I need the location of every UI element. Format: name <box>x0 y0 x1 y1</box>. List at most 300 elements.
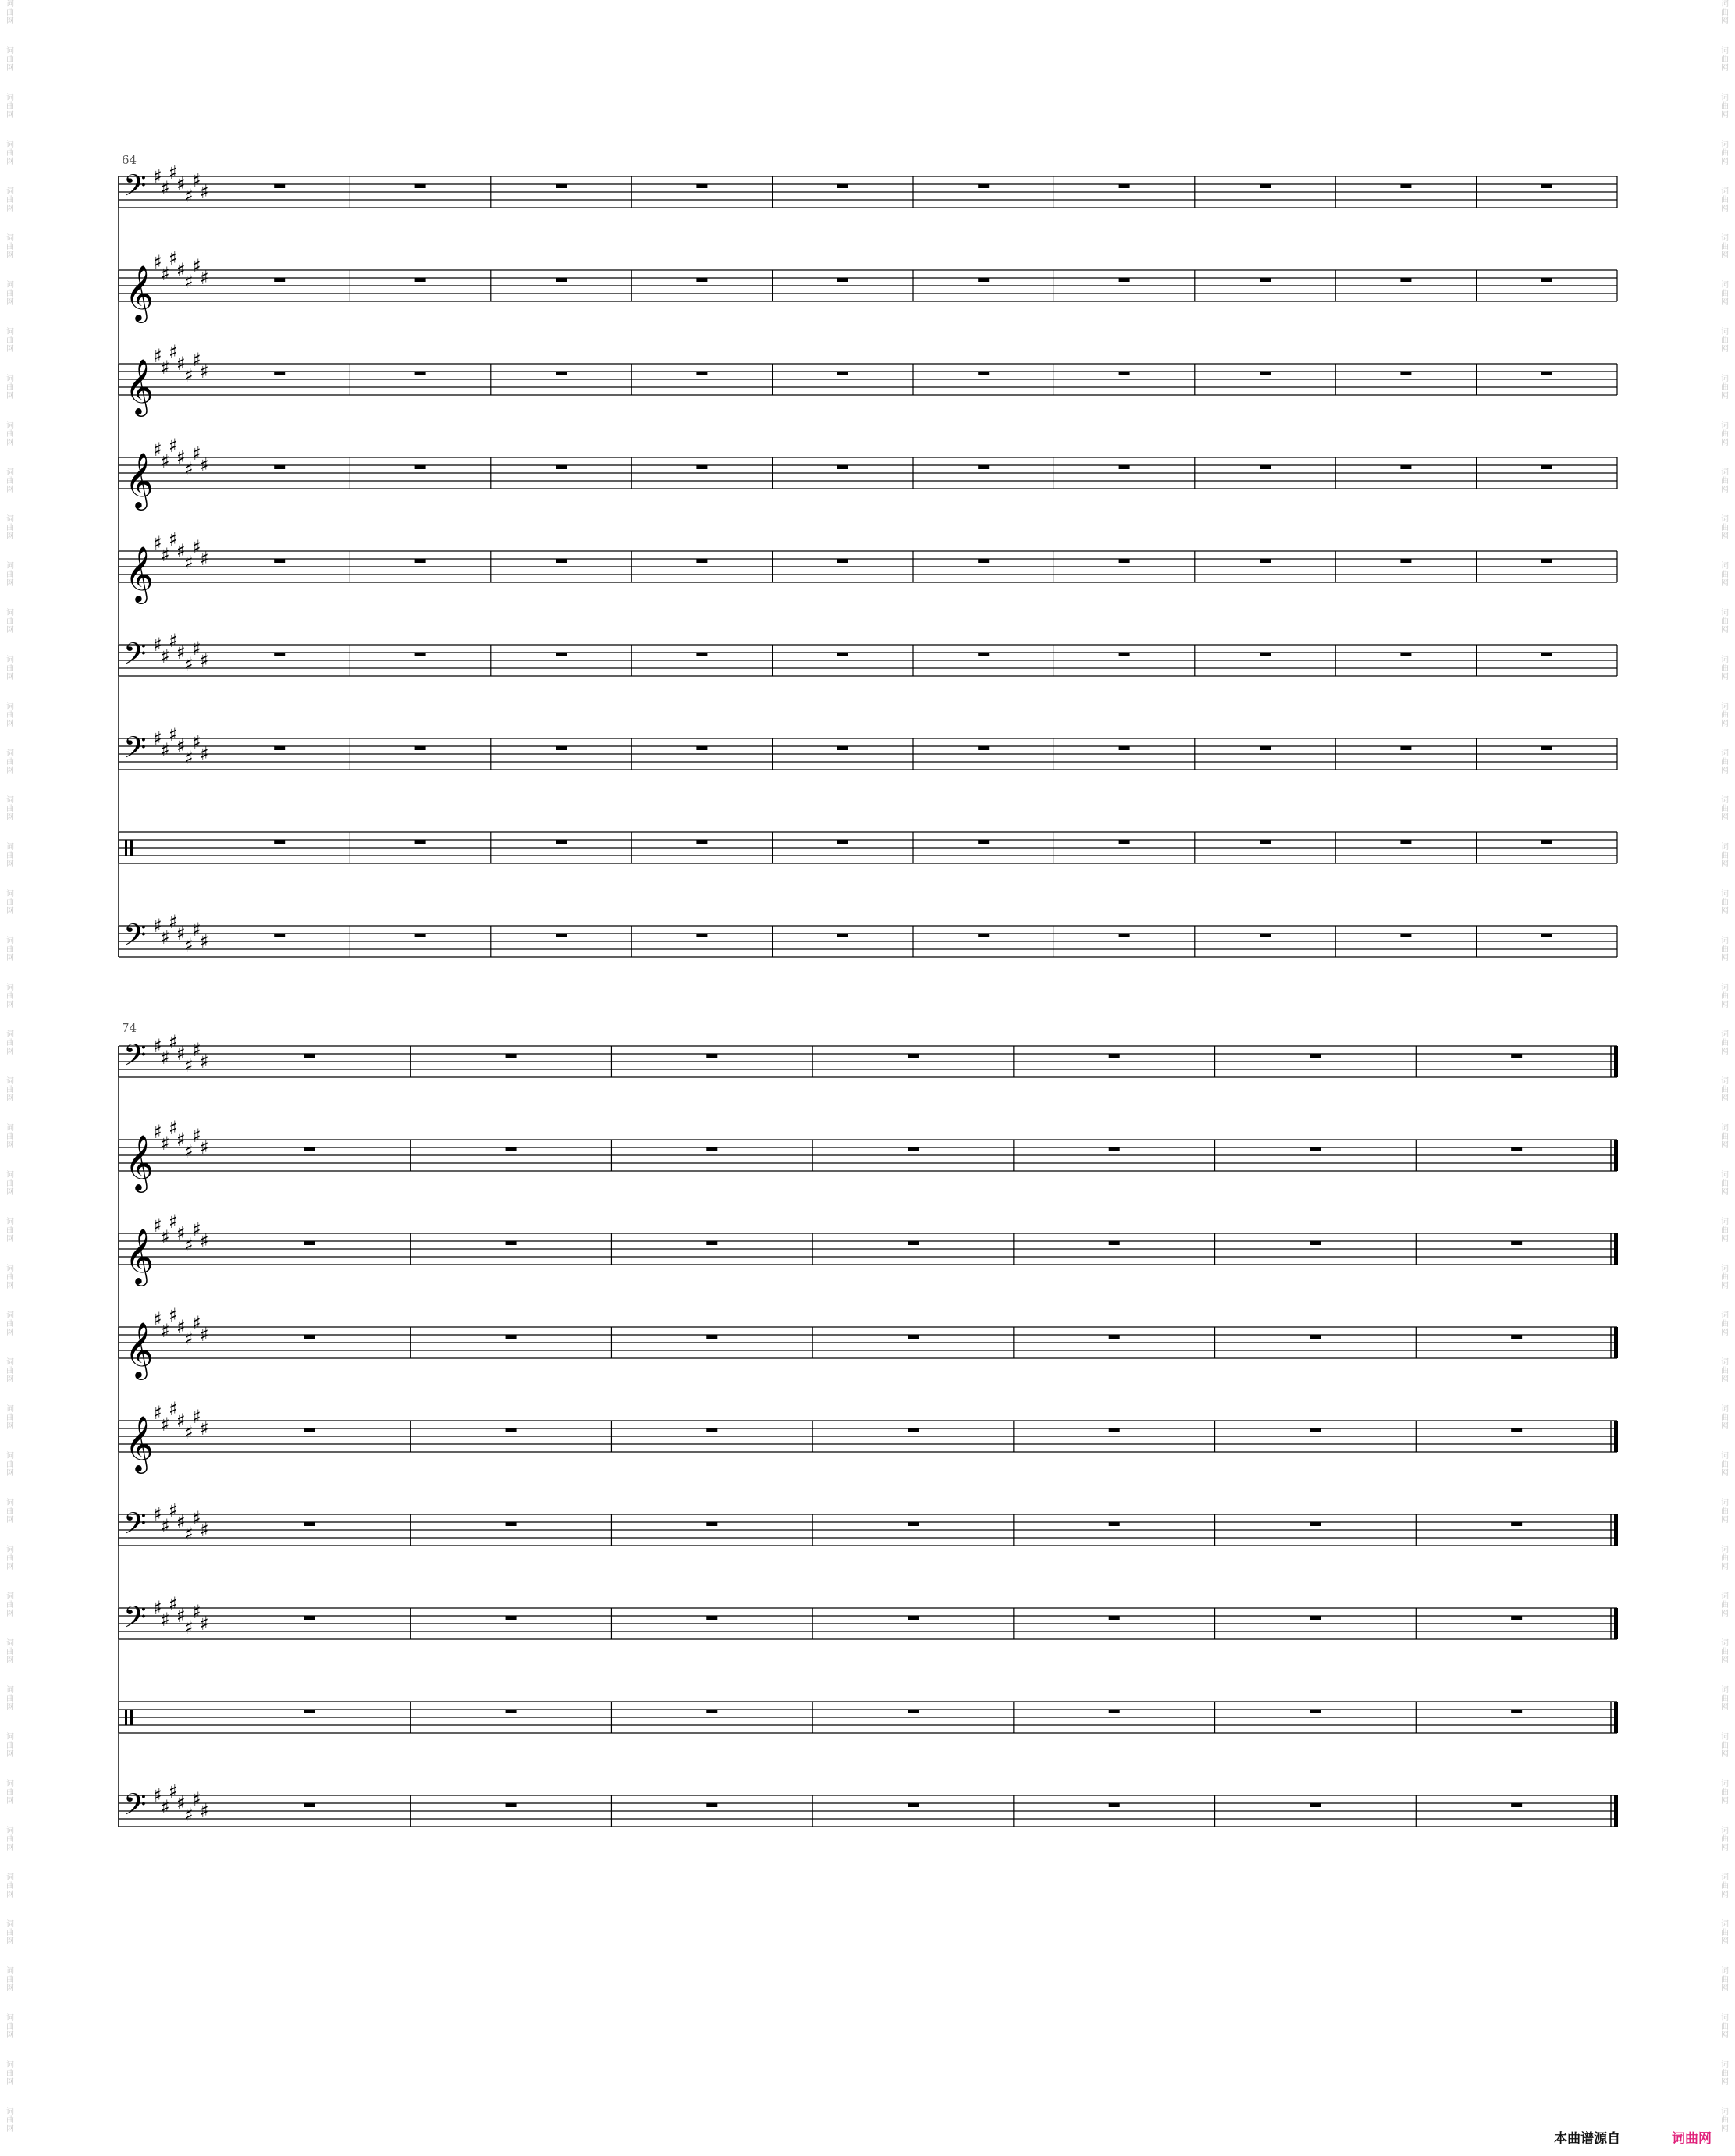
percussion-clef <box>125 840 127 856</box>
whole-rest <box>1119 372 1130 375</box>
whole-rest <box>506 1710 517 1713</box>
whole-rest <box>415 746 426 750</box>
sharp-accidental: ♯ <box>169 1117 178 1139</box>
sharp-accidental: ♯ <box>161 450 170 472</box>
sharp-accidental: ♯ <box>192 1125 201 1147</box>
whole-rest <box>1310 1335 1321 1339</box>
watermark-text: 词 曲 网 <box>6 937 14 962</box>
watermark-text: 词 曲 网 <box>1721 1592 1729 1618</box>
sharp-accidental: ♯ <box>153 165 162 187</box>
whole-rest <box>706 1241 717 1245</box>
watermark-text: 词 曲 网 <box>6 796 14 822</box>
whole-rest <box>706 1335 717 1339</box>
sharp-accidental: ♯ <box>192 536 201 558</box>
watermark-text: 词 曲 网 <box>6 890 14 916</box>
watermark-text: 词 曲 网 <box>6 2108 14 2133</box>
whole-rest <box>274 278 285 282</box>
whole-rest <box>274 746 285 750</box>
whole-rest <box>1541 184 1552 188</box>
whole-rest <box>1109 1616 1120 1620</box>
whole-rest <box>1310 1241 1321 1245</box>
whole-rest <box>978 184 989 188</box>
watermark-text: 词 曲 网 <box>1721 609 1729 635</box>
whole-rest <box>908 1428 919 1432</box>
whole-rest <box>274 559 285 563</box>
whole-rest <box>1310 1616 1321 1620</box>
whole-rest <box>304 1803 315 1807</box>
watermark-text: 词 曲 网 <box>6 2014 14 2040</box>
watermark-text: 词 曲 网 <box>6 1967 14 1993</box>
whole-rest <box>1310 1428 1321 1432</box>
sharp-accidental: ♯ <box>176 446 186 468</box>
whole-rest <box>978 465 989 469</box>
sharp-accidental: ♯ <box>153 1503 162 1525</box>
watermark-text: 词 曲 网 <box>1721 1920 1729 1946</box>
whole-rest <box>506 1147 517 1151</box>
whole-rest <box>304 1241 315 1245</box>
sharp-accidental: ♯ <box>184 934 194 956</box>
watermark-text: 词 曲 网 <box>1721 328 1729 354</box>
watermark-text: 词 曲 网 <box>6 94 14 119</box>
whole-rest <box>304 1616 315 1620</box>
whole-rest <box>556 278 567 282</box>
watermark-text: 词 曲 网 <box>6 984 14 1009</box>
final-barline <box>1614 1608 1618 1639</box>
watermark-text: 词 曲 网 <box>1721 1265 1729 1290</box>
whole-rest <box>1119 934 1130 937</box>
sharp-accidental: ♯ <box>161 1133 170 1154</box>
whole-rest <box>1260 746 1271 750</box>
whole-rest <box>1260 653 1271 656</box>
whole-rest <box>415 184 426 188</box>
whole-rest <box>706 1147 717 1151</box>
watermark-text: 词 曲 网 <box>1721 141 1729 166</box>
whole-rest <box>506 1241 517 1245</box>
watermark-text: 词 曲 网 <box>6 468 14 494</box>
watermark-text: 词 曲 网 <box>1721 1873 1729 1899</box>
whole-rest <box>1260 465 1271 469</box>
sharp-accidental: ♯ <box>169 162 178 183</box>
sharp-accidental: ♯ <box>161 1796 170 1818</box>
sharp-accidental: ♯ <box>153 1784 162 1806</box>
watermark-text: 词 曲 网 <box>6 1499 14 1524</box>
sharp-accidental: ♯ <box>161 357 170 379</box>
watermark-text: 词 曲 网 <box>6 609 14 635</box>
whole-rest <box>1541 746 1552 750</box>
whole-rest <box>696 746 707 750</box>
watermark-text: 词 曲 网 <box>1721 94 1729 119</box>
sharp-accidental: ♯ <box>184 185 194 207</box>
watermark-text: 词 曲 网 <box>1721 1967 1729 1993</box>
watermark-text: 词 曲 网 <box>6 1124 14 1150</box>
whole-rest <box>1541 934 1552 937</box>
watermark-text: 词 曲 网 <box>1721 562 1729 588</box>
whole-rest <box>837 465 848 469</box>
watermark-text: 词 曲 网 <box>1721 703 1729 728</box>
whole-rest <box>908 1147 919 1151</box>
watermark-text: 词 曲 网 <box>6 2061 14 2087</box>
whole-rest <box>506 1054 517 1058</box>
sharp-accidental: ♯ <box>176 1129 186 1151</box>
sharp-accidental: ♯ <box>161 1414 170 1436</box>
sharp-accidental: ♯ <box>192 638 201 660</box>
sharp-accidental: ♯ <box>161 544 170 566</box>
sharp-accidental: ♯ <box>176 735 186 757</box>
whole-rest <box>1511 1710 1522 1713</box>
watermark-text: 词 曲 网 <box>6 1639 14 1665</box>
watermark-text: 词 曲 网 <box>1721 984 1729 1009</box>
percussion-clef <box>125 1710 127 1725</box>
sharp-accidental: ♯ <box>200 1613 209 1635</box>
whole-rest <box>415 934 426 937</box>
whole-rest <box>1109 1147 1120 1151</box>
sharp-accidental: ♯ <box>184 552 194 574</box>
sharp-accidental: ♯ <box>153 345 162 367</box>
sharp-accidental: ♯ <box>153 439 162 461</box>
watermark-text: 词 曲 网 <box>6 328 14 354</box>
watermark-text: 词 曲 网 <box>6 1405 14 1431</box>
whole-rest <box>837 840 848 844</box>
whole-rest <box>1119 278 1130 282</box>
whole-rest <box>696 465 707 469</box>
treble-clef: 𝄞 <box>125 1227 154 1284</box>
treble-clef: 𝄞 <box>125 1133 154 1190</box>
watermark-text: 词 曲 网 <box>1721 1733 1729 1759</box>
whole-rest <box>706 1428 717 1432</box>
watermark-text: 词 曲 网 <box>1721 468 1729 494</box>
whole-rest <box>908 1522 919 1526</box>
whole-rest <box>1511 1803 1522 1807</box>
sharp-accidental: ♯ <box>200 1137 209 1158</box>
whole-rest <box>837 934 848 937</box>
watermark-text: 词 曲 网 <box>1721 1452 1729 1478</box>
sharp-accidental: ♯ <box>169 1304 178 1326</box>
sharp-accidental: ♯ <box>184 1804 194 1826</box>
watermark-text: 词 曲 网 <box>6 703 14 728</box>
watermark-text: 词 曲 网 <box>6 1171 14 1197</box>
sharp-accidental: ♯ <box>184 1421 194 1443</box>
whole-rest <box>1511 1428 1522 1432</box>
sharp-accidental: ♯ <box>169 435 178 457</box>
sharp-accidental: ♯ <box>169 1211 178 1233</box>
watermark-text: 词 曲 网 <box>6 1311 14 1337</box>
sharp-accidental: ♯ <box>153 1308 162 1330</box>
sharp-accidental: ♯ <box>192 1219 201 1240</box>
footer-source-label: 本曲谱源自 <box>1554 2131 1621 2147</box>
watermark-text: 词 曲 网 <box>1721 187 1729 213</box>
final-barline <box>1614 1795 1618 1827</box>
sharp-accidental: ♯ <box>153 1035 162 1057</box>
whole-rest <box>1400 465 1411 469</box>
sharp-accidental: ♯ <box>192 349 201 371</box>
sharp-accidental: ♯ <box>184 1523 194 1545</box>
sharp-accidental: ♯ <box>184 747 194 769</box>
watermark-text: 词 曲 网 <box>6 843 14 869</box>
final-barline <box>1614 1046 1618 1077</box>
sharp-accidental: ♯ <box>161 1515 170 1537</box>
watermark-text: 词 曲 网 <box>1721 796 1729 822</box>
watermark-text: 词 曲 网 <box>1721 937 1729 962</box>
sharp-accidental: ♯ <box>200 181 209 203</box>
sharp-accidental: ♯ <box>169 247 178 269</box>
bass-clef: 𝄢 <box>123 730 147 772</box>
whole-rest <box>415 653 426 656</box>
whole-rest <box>978 372 989 375</box>
watermark-text: 词 曲 网 <box>6 47 14 73</box>
watermark-text: 词 曲 网 <box>1721 2061 1729 2087</box>
watermark-text: 词 曲 网 <box>6 515 14 541</box>
percussion-clef <box>130 840 133 856</box>
whole-rest <box>556 184 567 188</box>
sharp-accidental: ♯ <box>169 1500 178 1521</box>
sharp-accidental: ♯ <box>192 1312 201 1334</box>
sharp-accidental: ♯ <box>200 649 209 671</box>
sharp-accidental: ♯ <box>169 341 178 363</box>
whole-rest <box>1400 746 1411 750</box>
sharp-accidental: ♯ <box>200 1324 209 1346</box>
whole-rest <box>1400 372 1411 375</box>
watermark-text: 词 曲 网 <box>6 1546 14 1571</box>
whole-rest <box>304 1054 315 1058</box>
watermark-text: 词 曲 网 <box>6 0 14 26</box>
sharp-accidental: ♯ <box>200 1800 209 1822</box>
sharp-accidental: ♯ <box>192 255 201 277</box>
whole-rest <box>415 840 426 844</box>
sharp-accidental: ♯ <box>153 1402 162 1424</box>
watermark-text: 词 曲 网 <box>1721 1311 1729 1337</box>
sharp-accidental: ♯ <box>176 353 186 375</box>
whole-rest <box>1400 934 1411 937</box>
sharp-accidental: ♯ <box>184 1140 194 1162</box>
whole-rest <box>1109 1522 1120 1526</box>
sharp-accidental: ♯ <box>200 267 209 289</box>
sharp-accidental: ♯ <box>153 1121 162 1143</box>
sharp-accidental: ♯ <box>184 458 194 480</box>
whole-rest <box>304 1428 315 1432</box>
treble-clef: 𝄞 <box>125 264 154 321</box>
whole-rest <box>908 1710 919 1713</box>
whole-rest <box>556 372 567 375</box>
watermark-text: 词 曲 网 <box>6 1218 14 1243</box>
measure-number-system-2: 74 <box>122 1021 137 1035</box>
sharp-accidental: ♯ <box>153 1597 162 1619</box>
whole-rest <box>908 1335 919 1339</box>
whole-rest <box>696 559 707 563</box>
whole-rest <box>1511 1522 1522 1526</box>
final-barline <box>1614 1702 1618 1733</box>
final-barline <box>1614 1421 1618 1452</box>
bass-clef: 𝄢 <box>123 1787 147 1829</box>
whole-rest <box>415 465 426 469</box>
sharp-accidental: ♯ <box>161 177 170 199</box>
sharp-accidental: ♯ <box>200 1051 209 1073</box>
watermark-text: 词 曲 网 <box>1721 1405 1729 1431</box>
sharp-accidental: ♯ <box>200 361 209 382</box>
whole-rest <box>706 1522 717 1526</box>
watermark-text: 词 曲 网 <box>1721 843 1729 869</box>
whole-rest <box>506 1803 517 1807</box>
watermark-text: 词 曲 网 <box>1721 2108 1729 2133</box>
bass-clef: 𝄢 <box>123 1506 147 1548</box>
sharp-accidental: ♯ <box>161 1226 170 1248</box>
sharp-accidental: ♯ <box>176 642 186 664</box>
watermark-text: 词 曲 网 <box>6 1358 14 1384</box>
sharp-accidental: ♯ <box>176 1316 186 1338</box>
whole-rest <box>978 559 989 563</box>
whole-rest <box>304 1147 315 1151</box>
whole-rest <box>908 1616 919 1620</box>
sharp-accidental: ♯ <box>176 1605 186 1627</box>
treble-clef: 𝄞 <box>125 451 154 508</box>
whole-rest <box>837 184 848 188</box>
whole-rest <box>1511 1241 1522 1245</box>
whole-rest <box>696 278 707 282</box>
whole-rest <box>1400 184 1411 188</box>
sharp-accidental: ♯ <box>169 630 178 652</box>
whole-rest <box>1511 1335 1522 1339</box>
watermark-text: 词 曲 网 <box>1721 890 1729 916</box>
watermark-text: 词 曲 网 <box>6 749 14 775</box>
whole-rest <box>304 1522 315 1526</box>
sharp-accidental: ♯ <box>153 251 162 273</box>
whole-rest <box>1541 465 1552 469</box>
whole-rest <box>556 934 567 937</box>
watermark-text: 词 曲 网 <box>1721 422 1729 447</box>
whole-rest <box>696 372 707 375</box>
bass-clef: 𝄢 <box>123 1037 147 1080</box>
whole-rest <box>837 746 848 750</box>
sharp-accidental: ♯ <box>184 271 194 293</box>
watermark-text: 词 曲 网 <box>6 1077 14 1103</box>
sharp-accidental: ♯ <box>169 911 178 933</box>
watermark-text: 词 曲 网 <box>1721 1171 1729 1197</box>
sharp-accidental: ♯ <box>153 915 162 937</box>
sharp-accidental: ♯ <box>192 1406 201 1428</box>
whole-rest <box>978 653 989 656</box>
whole-rest <box>1400 653 1411 656</box>
whole-rest <box>1541 653 1552 656</box>
sharp-accidental: ♯ <box>176 259 186 281</box>
sharp-accidental: ♯ <box>176 173 186 195</box>
whole-rest <box>1260 372 1271 375</box>
whole-rest <box>908 1241 919 1245</box>
watermark-text: 词 曲 网 <box>6 1030 14 1056</box>
sharp-accidental: ♯ <box>176 1222 186 1244</box>
whole-rest <box>1260 278 1271 282</box>
whole-rest <box>1109 1428 1120 1432</box>
sharp-accidental: ♯ <box>176 1043 186 1065</box>
watermark-text: 词 曲 网 <box>6 1592 14 1618</box>
sharp-accidental: ♯ <box>200 454 209 476</box>
sharp-accidental: ♯ <box>169 1031 178 1053</box>
whole-rest <box>1541 840 1552 844</box>
whole-rest <box>696 934 707 937</box>
sharp-accidental: ♯ <box>192 919 201 941</box>
watermark-text: 词 曲 网 <box>6 1265 14 1290</box>
whole-rest <box>1119 840 1130 844</box>
whole-rest <box>706 1710 717 1713</box>
sharp-accidental: ♯ <box>176 540 186 562</box>
watermark-text: 词 曲 网 <box>6 656 14 681</box>
whole-rest <box>1109 1054 1120 1058</box>
sharp-accidental: ♯ <box>169 528 178 550</box>
percussion-clef <box>130 1710 133 1725</box>
watermark-text: 词 曲 网 <box>1721 1077 1729 1103</box>
whole-rest <box>1109 1335 1120 1339</box>
whole-rest <box>556 653 567 656</box>
final-barline <box>1614 1233 1618 1265</box>
whole-rest <box>1400 840 1411 844</box>
watermark-text: 词 曲 网 <box>6 1686 14 1712</box>
whole-rest <box>1400 278 1411 282</box>
whole-rest <box>415 559 426 563</box>
whole-rest <box>1541 372 1552 375</box>
whole-rest <box>1109 1710 1120 1713</box>
sharp-accidental: ♯ <box>176 923 186 945</box>
footer <box>1554 2127 1712 2147</box>
sharp-accidental: ♯ <box>169 1593 178 1615</box>
whole-rest <box>978 840 989 844</box>
watermark-text: 词 曲 网 <box>1721 1124 1729 1150</box>
whole-rest <box>506 1428 517 1432</box>
whole-rest <box>304 1710 315 1713</box>
watermark-text: 词 曲 网 <box>6 141 14 166</box>
whole-rest <box>1119 184 1130 188</box>
bass-clef: 𝄢 <box>123 168 147 210</box>
watermark-text: 词 曲 网 <box>1721 1827 1729 1852</box>
sharp-accidental: ♯ <box>169 724 178 745</box>
watermark-text: 词 曲 网 <box>1721 1546 1729 1571</box>
watermark-text: 词 曲 网 <box>1721 1030 1729 1056</box>
watermark-text: 词 曲 网 <box>1721 2014 1729 2040</box>
treble-clef: 𝄞 <box>125 1321 154 1378</box>
whole-rest <box>274 372 285 375</box>
watermark-text: 词 曲 网 <box>1721 1639 1729 1665</box>
whole-rest <box>837 653 848 656</box>
watermark-text: 词 曲 网 <box>6 1873 14 1899</box>
watermark-text: 词 曲 网 <box>6 1827 14 1852</box>
sharp-accidental: ♯ <box>200 930 209 952</box>
sharp-accidental: ♯ <box>184 1617 194 1638</box>
sharp-accidental: ♯ <box>161 927 170 948</box>
whole-rest <box>1511 1616 1522 1620</box>
whole-rest <box>1541 278 1552 282</box>
sharp-accidental: ♯ <box>153 728 162 749</box>
watermark-text: 词 曲 网 <box>1721 1780 1729 1806</box>
whole-rest <box>1260 934 1271 937</box>
sharp-accidental: ♯ <box>192 1601 201 1623</box>
whole-rest <box>706 1054 717 1058</box>
sharp-accidental: ♯ <box>169 1398 178 1420</box>
whole-rest <box>837 372 848 375</box>
sharp-accidental: ♯ <box>184 1234 194 1256</box>
whole-rest <box>274 934 285 937</box>
whole-rest <box>1119 653 1130 656</box>
sharp-accidental: ♯ <box>184 1055 194 1076</box>
whole-rest <box>506 1522 517 1526</box>
whole-rest <box>1310 1147 1321 1151</box>
sharp-accidental: ♯ <box>176 1410 186 1432</box>
whole-rest <box>506 1616 517 1620</box>
whole-rest <box>415 278 426 282</box>
whole-rest <box>706 1616 717 1620</box>
sharp-accidental: ♯ <box>184 1328 194 1350</box>
final-barline <box>1614 1327 1618 1358</box>
whole-rest <box>506 1335 517 1339</box>
sharp-accidental: ♯ <box>161 739 170 761</box>
sharp-accidental: ♯ <box>153 634 162 656</box>
whole-rest <box>556 746 567 750</box>
